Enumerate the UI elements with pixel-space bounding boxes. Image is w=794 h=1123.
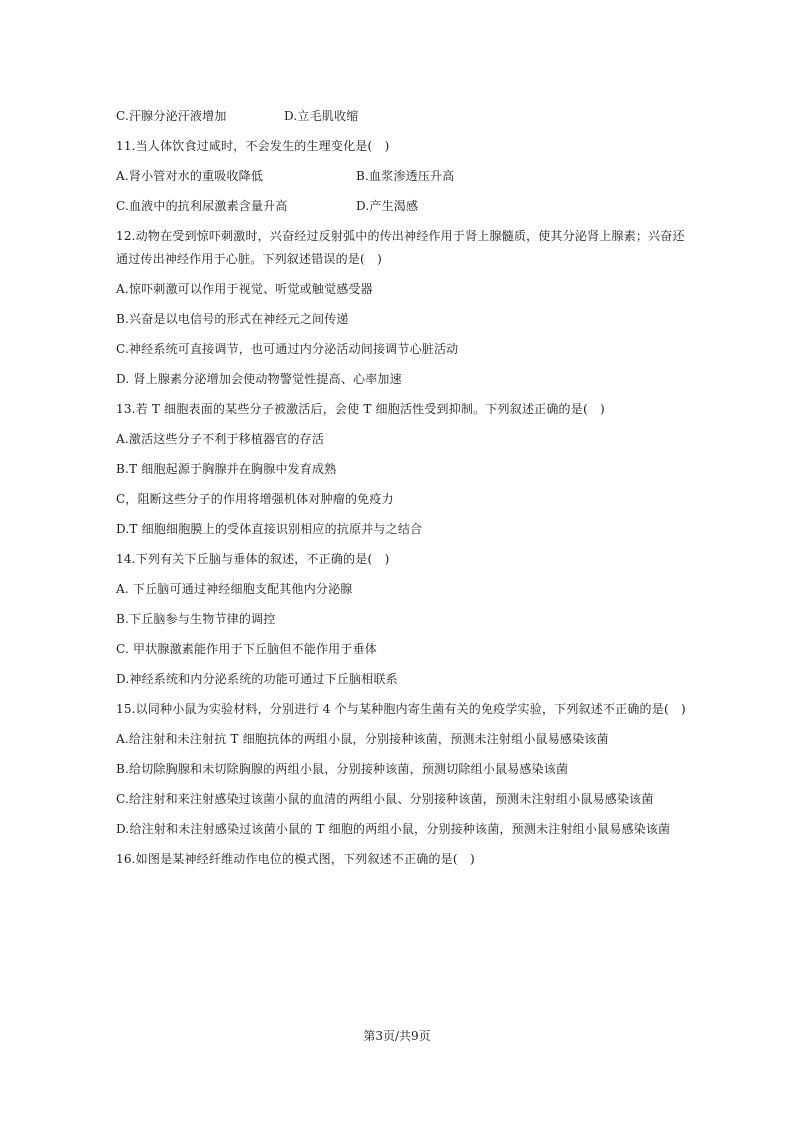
q15-option-d: D.给注射和未注射感染过该菌小鼠的 T 细胞的两组小鼠，分别接种该菌，预测未注射组小鼠易感染该菌 — [116, 822, 671, 836]
q12-option-b: B.兴奋是以电信号的形式在神经元之间传递 — [116, 312, 349, 326]
q13-option-c: C，阻断这些分子的作用将增强机体对肿瘤的免疫力 — [116, 492, 394, 506]
q12-option-a: A.惊吓刺激可以作用于视觉、听觉或触觉感受器 — [116, 282, 373, 296]
q16-stem: 16.如图是某神经纤维动作电位的模式图，下列叙述不正确的是( ) — [116, 852, 475, 866]
q11-options-row-2 — [116, 198, 419, 214]
q13-option-a: A.激活这些分子不利于移植器官的存活 — [116, 432, 325, 446]
q13-option-d: D.T 细胞细胞膜上的受体直接识别相应的抗原并与之结合 — [116, 522, 423, 536]
q12-option-c: C.神经系统可直接调节，也可通过内分泌活动间接调节心脏活动 — [116, 342, 459, 356]
q11-options-row-1 — [116, 168, 455, 184]
q14-option-c: C. 甲状腺激素能作用于下丘脑但不能作用于垂体 — [116, 642, 377, 656]
q15-option-a: A.给注射和未注射抗 T 细胞抗体的两组小鼠，分别接种该菌，预测未注射组小鼠易感染该菌 — [116, 732, 609, 746]
q10-option-c: C.汗腺分泌汗液增加 — [116, 109, 227, 123]
q14-option-a: A. 下丘脑可通过神经细胞支配其他内分泌腺 — [116, 582, 353, 596]
q12-option-d: D. 肾上腺素分泌增加会使动物警觉性提高、心率加速 — [116, 372, 402, 386]
q15-option-b: B.给切除胸腺和未切除胸腺的两组小鼠，分别接种该菌，预测切除组小鼠易感染该菌 — [116, 762, 569, 776]
q11-option-a: A.肾小管对水的重吸收降低 — [116, 169, 264, 183]
q14-option-b: B.下丘脑参与生物节律的调控 — [116, 612, 276, 626]
q15-option-c: C.给注射和来注射感染过该菌小鼠的血清的两组小鼠、分别接种该菌，预测未注射组小鼠易感染该菌 — [116, 792, 654, 806]
q12-stem-line-2: 通过传出神经作用于心脏。下列叙述错误的是( ) — [116, 252, 382, 266]
q11-stem: 11.当人体饮食过咸时，不会发生的生理变化是( ) — [116, 139, 390, 153]
page-number-footer: 第3页/共9页 — [363, 1029, 431, 1043]
q12-stem-line-1: 12.动物在受到惊吓刺激时，兴奋经过反射弧中的传出神经作用于肾上腺髓质，使其分泌肾上腺素；兴奋还 — [116, 229, 685, 243]
q14-option-d: D.神经系统和内分泌系统的功能可通过下丘脑相联系 — [116, 672, 398, 686]
q11-option-b: B.血浆渗透压升高 — [356, 169, 455, 183]
q11-option-c: C.血液中的抗利尿激素含量升高 — [116, 199, 288, 213]
q15-stem: 15.以同种小鼠为实验材料，分别进行 4 个与某种胞内寄生菌有关的免疫学实验，下列叙述不正确的是( ) — [116, 702, 686, 716]
q13-stem: 13.若 T 细胞表面的某些分子被激活后，会使 T 细胞活性受到抑制。下列叙述正确的是( ) — [116, 402, 605, 416]
q14-stem: 14.下列有关下丘脑与垂体的叙述，不正确的是( ) — [116, 552, 390, 566]
q10-options-row — [116, 108, 359, 124]
q10-option-d: D.立毛肌收缩 — [284, 109, 359, 123]
q13-option-b: B.T 细胞起源于胸腺并在胸腺中发育成熟 — [116, 462, 337, 476]
q11-option-d: D.产生渴感 — [356, 199, 419, 213]
